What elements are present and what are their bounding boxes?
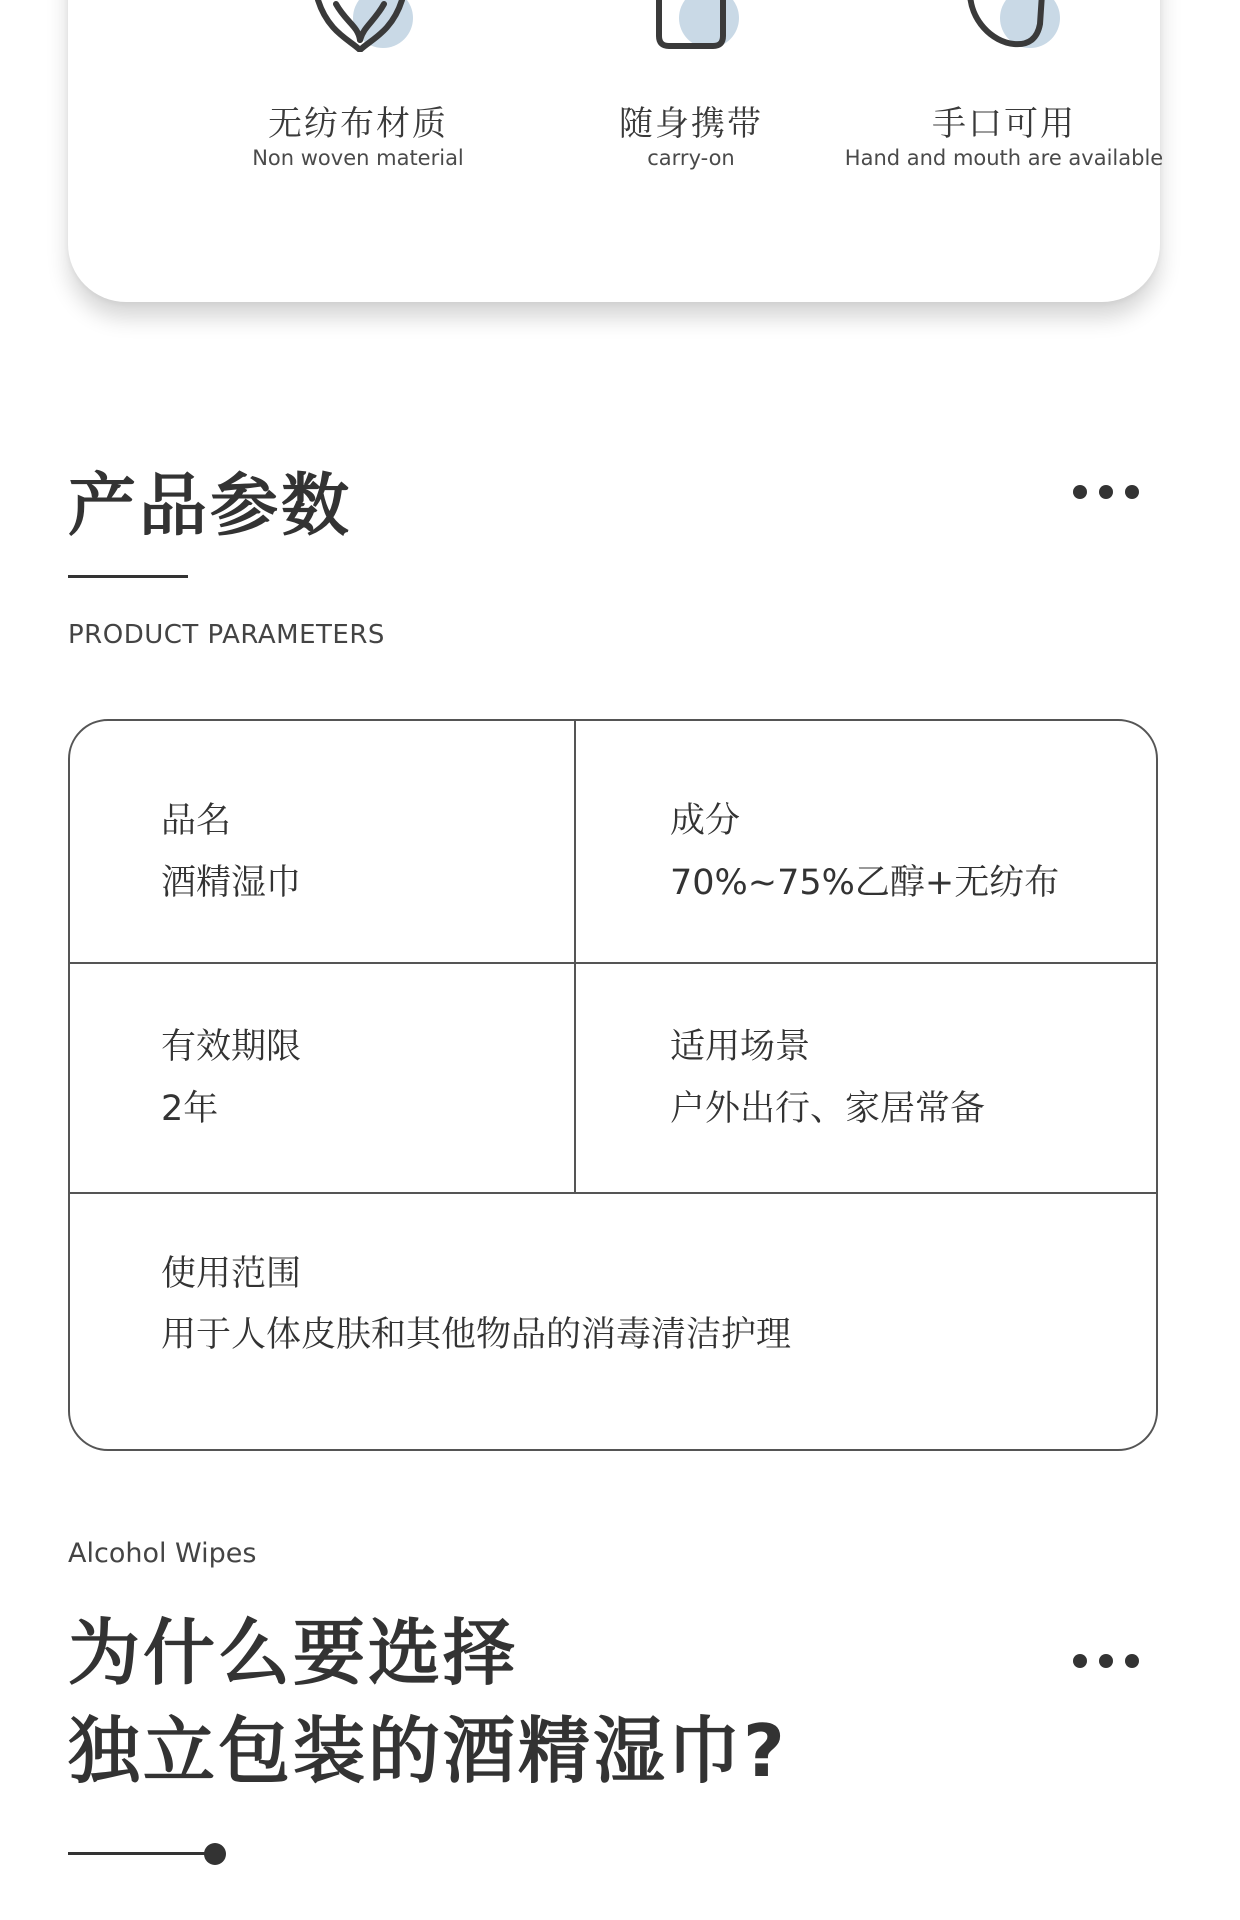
param-label-name: 品名 [161,801,232,841]
why-eyebrow: Alcohol Wipes [68,1538,257,1569]
param-value-validity: 2年 [161,1089,219,1129]
why-title [68,1604,788,1800]
table-divider [70,1192,1156,1194]
features-card [68,0,1164,302]
table-divider [574,721,576,1194]
pouch-icon [621,0,761,52]
feature-title-en: carry-on [647,146,735,170]
param-label-validity: 有效期限 [161,1027,302,1067]
feature-nonwoven [188,0,528,220]
why-title-line2: 独立包装的酒精湿巾? [68,1709,788,1793]
feature-title-en: Hand and mouth are available [844,146,1164,170]
why-title-line1: 为什么要选择 [68,1611,519,1695]
param-label-ingredients: 成分 [670,801,741,841]
title-underline [68,1852,208,1855]
params-table [68,719,1158,1451]
feature-title-en: Non woven material [252,146,464,170]
more-dots-icon [1073,485,1139,499]
param-value-ingredients: 70%~75%乙醇+无纺布 [670,863,1060,903]
hand-icon [934,0,1074,52]
feature-carry-on [521,0,861,220]
table-divider [70,962,1156,964]
params-title: 产品参数 [68,467,353,546]
param-value-name: 酒精湿巾 [161,863,302,903]
feature-hand-mouth [834,0,1174,220]
feature-title-cn: 随身携带 [619,104,763,144]
feature-title-cn: 无纺布材质 [268,104,448,144]
title-underline [68,575,188,578]
params-subtitle: PRODUCT PARAMETERS [68,620,385,650]
underline-dot [204,1843,226,1865]
param-label-scenario: 适用场景 [670,1027,811,1067]
feature-title-cn: 手口可用 [932,104,1076,144]
param-value-scenario: 户外出行、家居常备 [670,1089,986,1129]
param-value-usage: 用于人体皮肤和其他物品的消毒清洁护理 [161,1315,792,1355]
param-label-usage: 使用范围 [161,1254,302,1294]
more-dots-icon [1073,1654,1139,1668]
cotton-flower-icon [288,0,428,52]
